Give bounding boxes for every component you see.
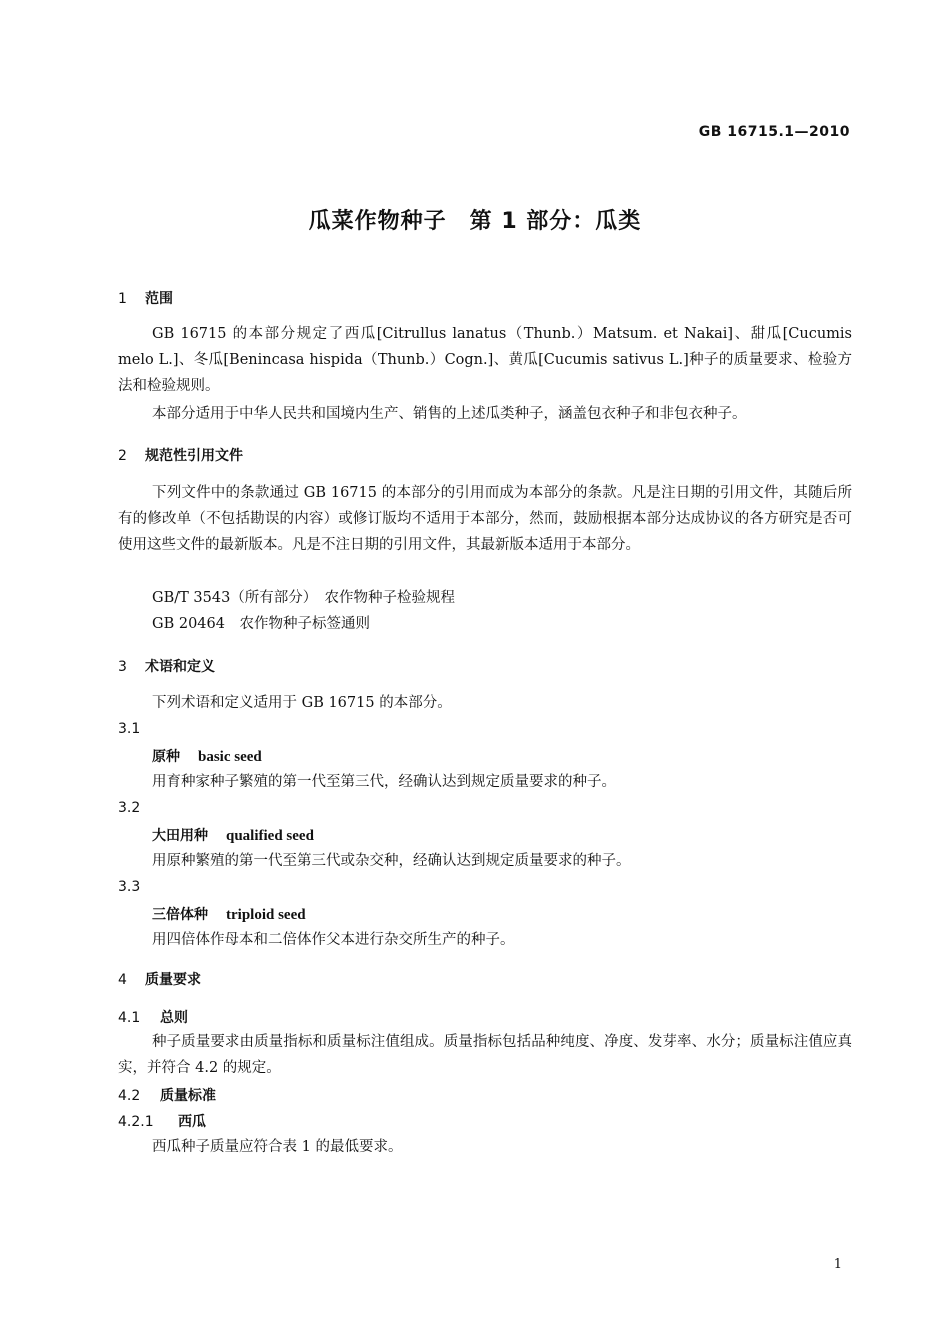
section-title: 规范性引用文件 xyxy=(145,448,243,464)
term-chinese: 原种 xyxy=(152,749,180,765)
term-heading xyxy=(152,746,262,766)
section-title: 术语和定义 xyxy=(145,659,215,675)
section-number: 1 xyxy=(118,291,127,307)
section-2-paragraph: 下列文件中的条款通过 GB 16715 的本部分的引用而成为本部分的条款。凡是注日期的引用文件，其随后所有的修改单（不包括勘误的内容）或修订版均不适用于本部分，然而，鼓励根据本部分达成协议的各方研究是否可使用这些文件的最新版本。凡是不注日期的引用文件，其最新版本适用于本部分。 xyxy=(118,485,852,553)
subsection-title: 总则 xyxy=(160,1010,188,1026)
reference-item: GB/T 3543（所有部分） 农作物种子检验规程 xyxy=(152,590,456,606)
section-3-heading xyxy=(118,656,215,676)
term-english: basic seed xyxy=(198,749,262,765)
term-heading xyxy=(152,904,306,924)
term-english: triploid seed xyxy=(226,907,306,923)
section-title: 范围 xyxy=(145,291,173,307)
subsection-4-2-1-paragraph: 西瓜种子质量应符合表 1 的最低要求。 xyxy=(152,1139,403,1155)
subsection-number: 4.2 xyxy=(118,1088,141,1104)
section-number: 2 xyxy=(118,448,127,464)
term-heading xyxy=(152,825,314,845)
term-chinese: 三倍体种 xyxy=(152,907,208,923)
subsection-title: 西瓜 xyxy=(178,1114,206,1130)
document-id: GB 16715.1—2010 xyxy=(698,124,850,140)
reference-item: GB 20464 农作物种子标签通则 xyxy=(152,616,370,632)
subsection-4-1-paragraph: 种子质量要求由质量指标和质量标注值组成。质量指标包括品种纯度、净度、发芽率、水分；质量标注值应真实，并符合 4.2 的规定。 xyxy=(118,1034,852,1076)
subsection-4-1-heading xyxy=(118,1007,188,1027)
section-1-paragraph-2: 本部分适用于中华人民共和国境内生产、销售的上述瓜类种子，涵盖包衣种子和非包衣种子。 xyxy=(152,406,747,422)
term-chinese: 大田用种 xyxy=(152,828,208,844)
term-definition: 用育种家种子繁殖的第一代至第三代，经确认达到规定质量要求的种子。 xyxy=(152,774,616,790)
term-number: 3.3 xyxy=(118,879,141,895)
subsection-title: 质量标准 xyxy=(160,1088,216,1104)
section-number: 3 xyxy=(118,659,127,675)
subsection-4-2-heading xyxy=(118,1085,216,1105)
page-title: 瓜菜作物种子 第 1 部分：瓜类 xyxy=(308,209,642,234)
term-definition: 用原种繁殖的第一代至第三代或杂交种，经确认达到规定质量要求的种子。 xyxy=(152,853,631,869)
subsection-number: 4.2.1 xyxy=(118,1114,154,1130)
section-number: 4 xyxy=(118,972,127,988)
section-1-heading xyxy=(118,288,173,308)
term-number: 3.1 xyxy=(118,721,141,737)
section-title: 质量要求 xyxy=(145,972,201,988)
section-3-intro: 下列术语和定义适用于 GB 16715 的本部分。 xyxy=(152,695,452,711)
subsection-4-2-1-heading xyxy=(118,1111,206,1131)
term-english: qualified seed xyxy=(226,828,314,844)
subsection-number: 4.1 xyxy=(118,1010,141,1026)
section-1-paragraph-1: GB 16715 的本部分规定了西瓜[Citrullus lanatus（Thunb.）Matsum. et Nakai]、甜瓜[Cucumis melo L.]、冬瓜[Benincasa hispida（Thunb.）Cogn.]、黄瓜[Cucumis sativus L.]种子的质量要求、检验方法和检验规则。 xyxy=(118,326,852,394)
section-2-heading xyxy=(118,445,243,465)
term-definition: 用四倍体作母本和二倍体作父本进行杂交所生产的种子。 xyxy=(152,932,515,948)
page-number: 1 xyxy=(833,1257,842,1272)
term-number: 3.2 xyxy=(118,800,141,816)
section-4-heading xyxy=(118,969,201,989)
